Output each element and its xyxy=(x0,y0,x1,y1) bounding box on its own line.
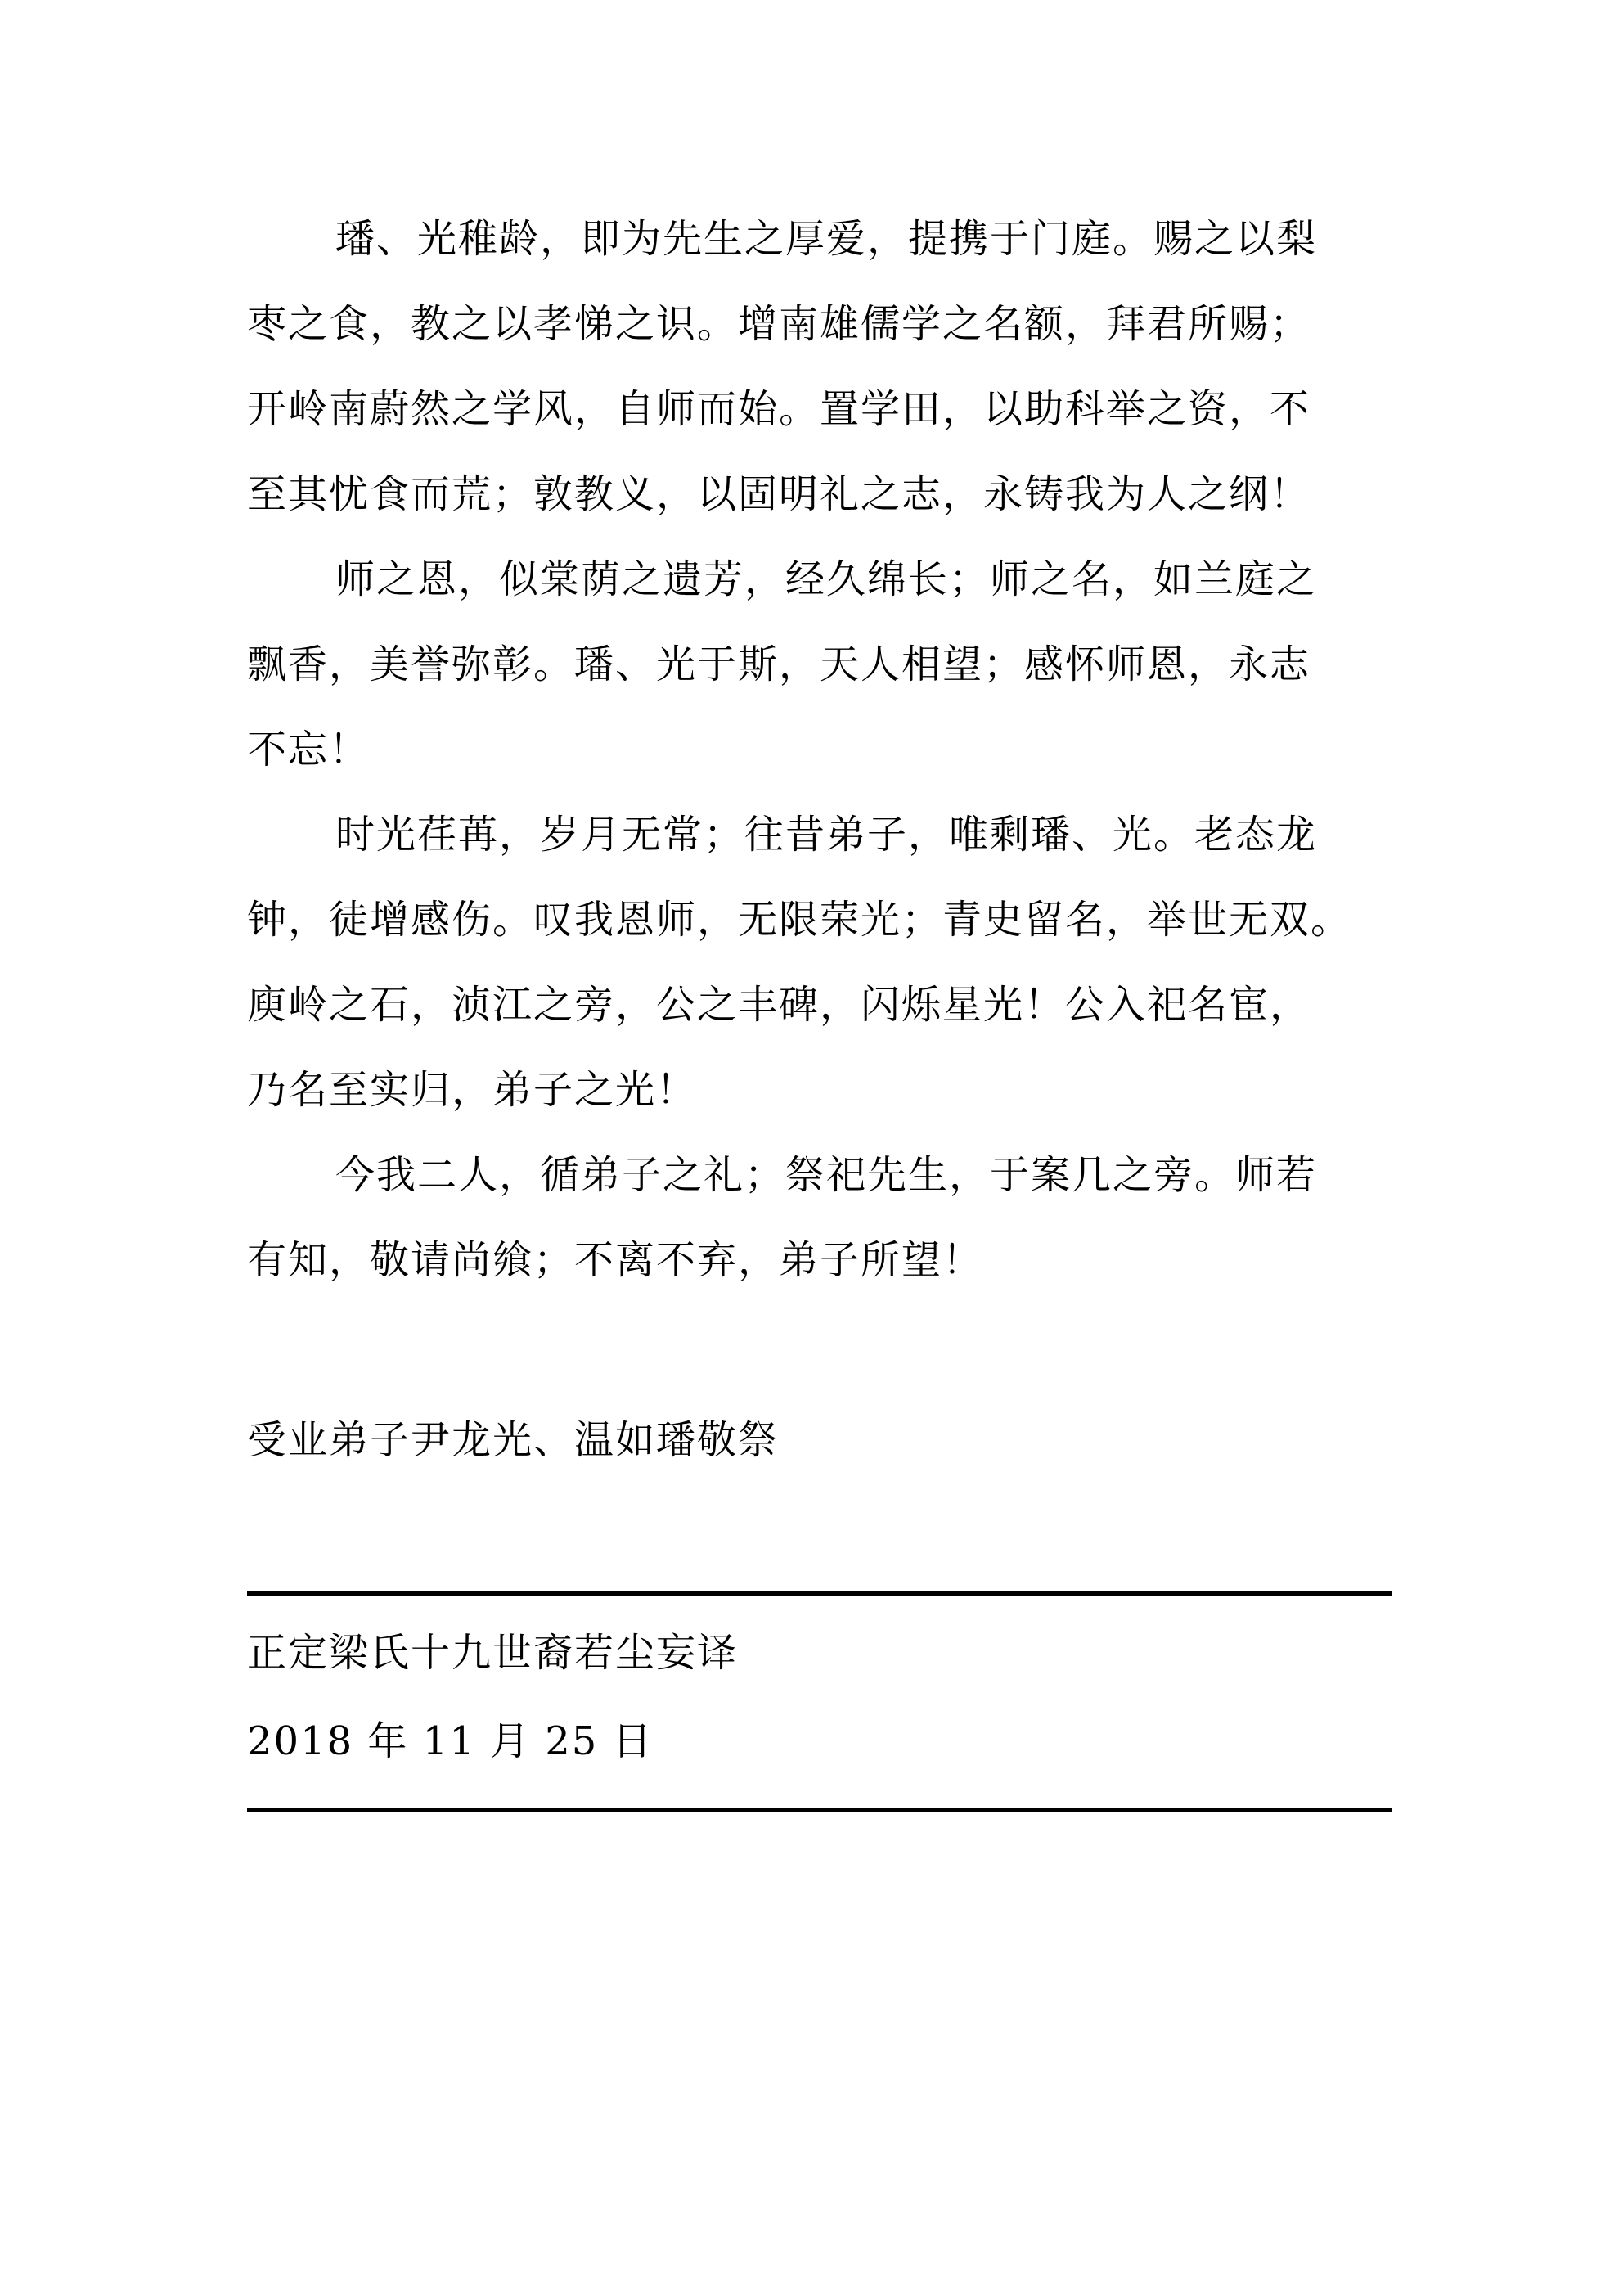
paragraph-line: 钟，徒增感伤。叹我恩师，无限荣光；青史留名，举世无双。 xyxy=(247,897,1352,943)
paragraph-line: 今我二人，循弟子之礼；祭祀先生，于案几之旁。师若 xyxy=(335,1152,1318,1198)
divider-bottom xyxy=(247,1808,1392,1812)
paragraph-line: 庾岭之石，浈江之旁，公之丰碑，闪烁星光！公入祀名宦， xyxy=(247,982,1311,1028)
paragraph-line: 时光荏苒，岁月无常；往昔弟子，唯剩璠、光。老态龙 xyxy=(335,812,1318,858)
paragraph-line: 飘香，美誉弥彰。璠、光于斯，天人相望；感怀师恩，永志 xyxy=(247,642,1311,687)
document-body xyxy=(247,196,1392,1303)
paragraph-line: 有知，敬请尚飨；不离不弃，弟子所望！ xyxy=(247,1237,984,1283)
paragraph-line: 师之恩，似棠荫之遗芳，经久绵长；师之名，如兰庭之 xyxy=(335,556,1318,602)
paragraph-line: 璠、光稚龄，即为先生之厚爱，提携于门庭。赐之以梨 xyxy=(335,216,1318,262)
paragraph-line: 至其忧食而荒；敦教义，以固明礼之志，永铸我为人之纲！ xyxy=(247,471,1311,517)
paragraph-line: 乃名至实归，弟子之光！ xyxy=(247,1067,698,1113)
paragraph-4 xyxy=(247,1132,1392,1303)
paragraph-2 xyxy=(247,537,1392,792)
paragraph-line: 枣之食，教之以孝悌之识。增南雄儒学之名额，拜君所赐； xyxy=(247,301,1311,347)
paragraph-1 xyxy=(247,196,1392,537)
date: 2018 年 11 月 25 日 xyxy=(247,1718,654,1764)
paragraph-line: 不忘！ xyxy=(247,727,371,772)
divider-top xyxy=(247,1591,1392,1596)
paragraph-line: 开岭南蔚然之学风，自师而始。置学田，以助科举之资，不 xyxy=(247,386,1311,432)
translator-credit: 正定梁氏十九世裔若尘妄译 xyxy=(247,1630,739,1676)
paragraph-3 xyxy=(247,792,1392,1132)
signature: 受业弟子尹龙光、温如璠敬祭 xyxy=(247,1417,780,1463)
